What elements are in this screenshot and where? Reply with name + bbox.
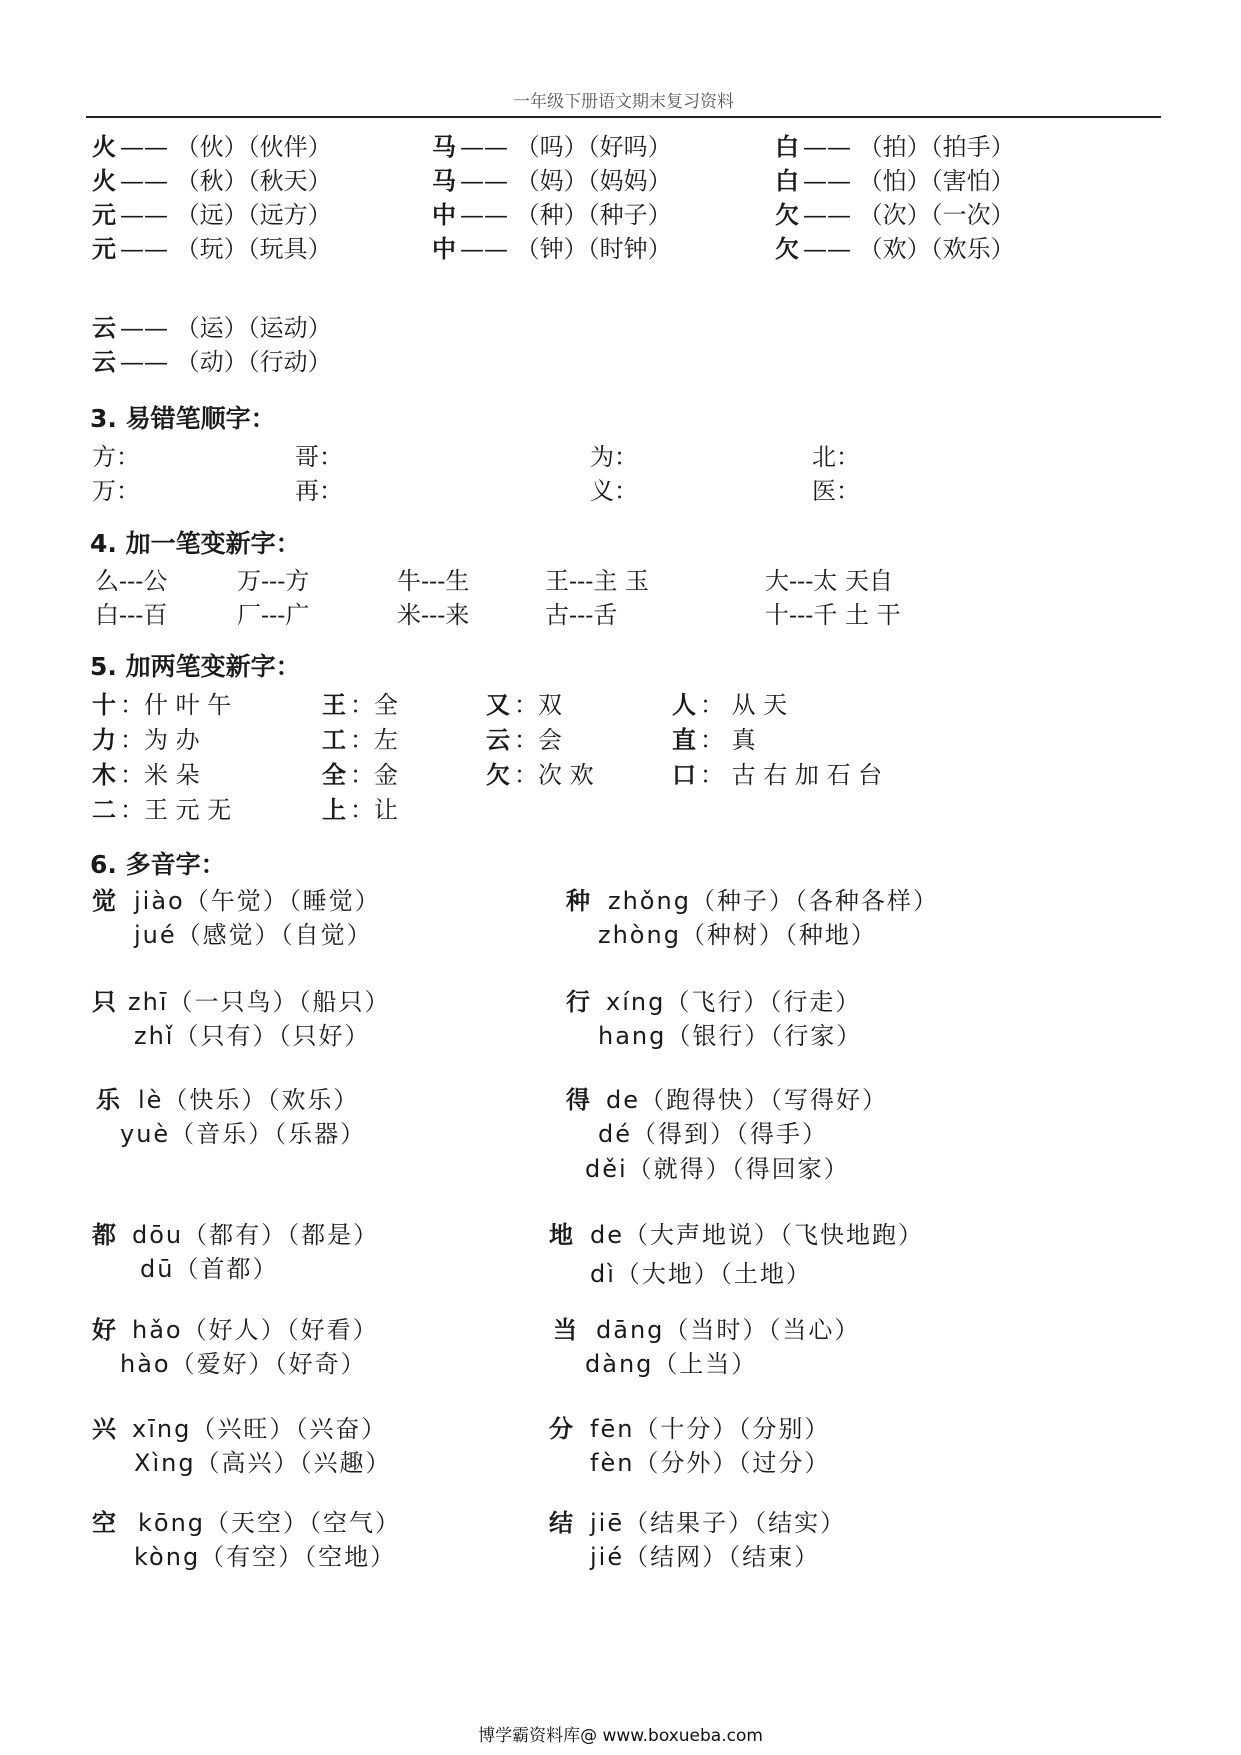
- polyphone-char: 地: [549, 1221, 573, 1249]
- group-text: —— （运）（运动）: [120, 314, 332, 342]
- add-two-row: [0, 688, 1241, 724]
- stroke-item: 为：: [590, 443, 638, 471]
- group-text: —— （怕）（害怕）: [803, 167, 1015, 195]
- add-two-text: ：全: [350, 691, 398, 719]
- radical-char: 元: [92, 201, 116, 229]
- reading-line: zhī（一只鸟）（船只）: [128, 988, 391, 1016]
- add-one-item: 米---来: [397, 601, 470, 629]
- base-char: 王: [322, 691, 346, 719]
- stroke-order-row: [0, 474, 1241, 510]
- section-title: 5. 加两笔变新字：: [90, 652, 301, 681]
- reading-line: kōng（天空）（空气）: [138, 1509, 402, 1537]
- reading-line: dé（得到）（得手）: [598, 1120, 828, 1148]
- group-text: —— （吗）（好吗）: [460, 133, 672, 161]
- group-text: —— （钟）（时钟）: [460, 235, 672, 263]
- group-text: —— （妈）（妈妈）: [460, 167, 672, 195]
- stroke-item: 哥：: [295, 443, 343, 471]
- polyphone-char: 种: [566, 887, 590, 915]
- add-one-item: 万---方: [237, 567, 310, 595]
- add-one-row: [0, 598, 1241, 634]
- radical-char: 火: [92, 167, 116, 195]
- add-one-item: 厂---广: [237, 601, 310, 629]
- polyphone-char: 空: [92, 1509, 116, 1537]
- reading-line: dì（大地）（土地）: [590, 1260, 812, 1288]
- add-one-item: 么---公: [95, 567, 168, 595]
- stroke-item: 医：: [812, 477, 860, 505]
- group-text: —— （动）（行动）: [120, 348, 332, 376]
- add-two-text: ：米 朵: [120, 761, 200, 789]
- add-one-item: 牛---生: [397, 567, 470, 595]
- add-two-text: ：金: [350, 761, 398, 789]
- polyphone-char: 乐: [96, 1086, 120, 1114]
- add-two-text: ：次 欢: [514, 761, 594, 789]
- base-char: 工: [322, 726, 346, 754]
- group-row: [0, 164, 1241, 200]
- radical-char: 云: [92, 314, 116, 342]
- section-title: 3. 易错笔顺字：: [90, 404, 276, 433]
- reading-line: zhòng（种树）（种地）: [598, 921, 877, 949]
- group-text: —— （秋）（秋天）: [120, 167, 332, 195]
- polyphone-char: 结: [549, 1509, 573, 1537]
- group-row: [0, 130, 1241, 166]
- group-text: —— （拍）（拍手）: [803, 133, 1015, 161]
- base-char: 全: [322, 761, 346, 789]
- stroke-item: 义：: [590, 477, 638, 505]
- reading-line: yuè（音乐）（乐器）: [120, 1120, 367, 1148]
- reading-line: dàng（上当）: [585, 1350, 758, 1378]
- group-row: [0, 198, 1241, 234]
- base-char: 上: [322, 796, 346, 824]
- add-two-text: ：什 叶 午: [120, 691, 232, 719]
- add-one-item: 王---主 玉: [545, 567, 649, 595]
- add-two-text: ：左: [350, 726, 398, 754]
- group-row: [0, 311, 1241, 347]
- group-text: —— （欢）（欢乐）: [803, 235, 1015, 263]
- radical-char: 中: [432, 235, 456, 263]
- group-text: —— （远）（远方）: [120, 201, 332, 229]
- section-heading-row: [0, 402, 1241, 438]
- reading-line: xíng（飞行）（行走）: [606, 988, 862, 1016]
- add-two-row: [0, 793, 1241, 829]
- base-char: 云: [486, 726, 510, 754]
- stroke-item: 方：: [92, 443, 140, 471]
- section-title: 4. 加一笔变新字：: [90, 529, 301, 558]
- base-char: 二: [92, 796, 116, 824]
- radical-char: 欠: [775, 235, 799, 263]
- reading-line: jiào（午觉）（睡觉）: [134, 887, 381, 915]
- reading-line: dōu（都有）（都是）: [132, 1221, 380, 1249]
- reading-line: xīng（兴旺）（兴奋）: [132, 1415, 388, 1443]
- reading-line: děi（就得）（得回家）: [585, 1155, 850, 1183]
- polyphone-char: 只: [92, 988, 116, 1016]
- section-heading-row: [0, 650, 1241, 686]
- base-char: 又: [486, 691, 510, 719]
- add-two-row: [0, 758, 1241, 794]
- add-two-text: ：王 元 无: [120, 796, 232, 824]
- base-char: 力: [92, 726, 116, 754]
- reading-line: fēn（十分）（分别）: [590, 1415, 831, 1443]
- add-one-item: 大---太 天自: [765, 567, 893, 595]
- reading-line: fèn（分外）（过分）: [590, 1449, 831, 1477]
- reading-line: lè（快乐）（欢乐）: [138, 1086, 360, 1114]
- add-one-row: [0, 564, 1241, 600]
- polyphone-char: 得: [566, 1086, 590, 1114]
- radical-char: 白: [775, 133, 799, 161]
- reading-line: zhǒng（种子）（各种各样）: [608, 887, 939, 915]
- section-heading-row: [0, 848, 1241, 884]
- polyphone-char: 好: [92, 1316, 116, 1344]
- group-text: —— （次）（一次）: [803, 201, 1015, 229]
- radical-char: 白: [775, 167, 799, 195]
- add-two-text: ：让: [350, 796, 398, 824]
- polyphone-char: 都: [92, 1221, 116, 1249]
- stroke-item: 北：: [812, 443, 860, 471]
- group-text: —— （种）（种子）: [460, 201, 672, 229]
- add-two-text: ： 古 右 加 石 台: [700, 761, 883, 789]
- reading-line: de（大声地说）（飞快地跑）: [590, 1221, 924, 1249]
- add-two-text: ：会: [514, 726, 562, 754]
- radical-char: 元: [92, 235, 116, 263]
- polyphone-char: 分: [549, 1415, 573, 1443]
- page-footer: 博学霸资料库@ www.boxueba.com: [478, 1726, 763, 1746]
- reading-line: jué（感觉）（自觉）: [134, 921, 373, 949]
- group-text: —— （玩）（玩具）: [120, 235, 332, 263]
- polyphone-char: 当: [553, 1316, 577, 1344]
- radical-char: 云: [92, 348, 116, 376]
- stroke-item: 再：: [295, 477, 343, 505]
- base-char: 木: [92, 761, 116, 789]
- radical-char: 马: [432, 167, 456, 195]
- reading-line: jié（结网）（结束）: [590, 1543, 821, 1571]
- reading-line: dāng（当时）（当心）: [596, 1316, 861, 1344]
- add-two-text: ： 从 天: [700, 691, 788, 719]
- radical-char: 火: [92, 133, 116, 161]
- base-char: 欠: [486, 761, 510, 789]
- stroke-item: 万：: [92, 477, 140, 505]
- reading-line: kòng（有空）（空地）: [134, 1543, 397, 1571]
- radical-char: 马: [432, 133, 456, 161]
- polyphone-char: 行: [566, 988, 590, 1016]
- base-char: 人: [672, 691, 696, 719]
- reading-line: zhǐ（只有）（只好）: [134, 1022, 371, 1050]
- radical-char: 欠: [775, 201, 799, 229]
- radical-char: 中: [432, 201, 456, 229]
- group-row: [0, 232, 1241, 268]
- group-row: [0, 345, 1241, 381]
- add-two-text: ：为 办: [120, 726, 200, 754]
- reading-line: Xìng（高兴）（兴趣）: [134, 1449, 392, 1477]
- reading-line: hào（爱好）（好奇）: [120, 1350, 367, 1378]
- add-two-text: ：双: [514, 691, 562, 719]
- polyphone-char: 兴: [92, 1415, 116, 1443]
- section-title: 6. 多音字：: [90, 850, 226, 879]
- group-text: —— （伙）（伙伴）: [120, 133, 332, 161]
- add-two-text: ： 真: [700, 726, 756, 754]
- add-one-item: 白---百: [95, 601, 168, 629]
- stroke-order-row: [0, 440, 1241, 476]
- base-char: 口: [672, 761, 696, 789]
- add-one-item: 十---千 土 干: [765, 601, 901, 629]
- reading-line: hang（银行）（行家）: [598, 1022, 863, 1050]
- add-two-row: [0, 723, 1241, 759]
- base-char: 十: [92, 691, 116, 719]
- section-heading-row: [0, 527, 1241, 563]
- add-one-item: 古---舌: [545, 601, 618, 629]
- reading-line: de（跑得快）（写得好）: [606, 1086, 888, 1114]
- reading-line: hǎo（好人）（好看）: [132, 1316, 379, 1344]
- reading-line: jiē（结果子）（结实）: [590, 1509, 847, 1537]
- polyphone-char: 觉: [92, 887, 116, 915]
- base-char: 直: [672, 726, 696, 754]
- reading-line: dū（首都）: [140, 1255, 279, 1283]
- page-header: 一年级下册语文期末复习资料: [86, 88, 1161, 118]
